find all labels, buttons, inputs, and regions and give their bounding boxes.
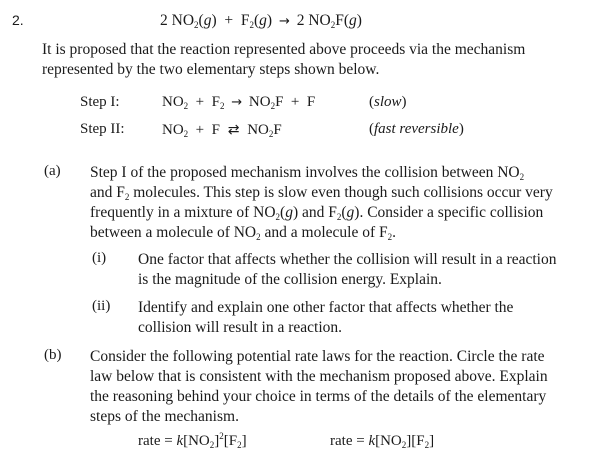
plus-sign: + [224,12,234,29]
text-line: law below that is consistent with the mechanism proposed above. Explain [90,368,548,385]
formula: F [306,94,316,110]
overall-reaction-equation: 2 $NO_2(g) + F_2(g) \to 2$ $NO_2F(g)$ [160,12,362,30]
part-b-label: (b) [44,347,62,363]
subpart-ii-text [138,298,513,338]
part-a-text [90,163,553,243]
subscript: 2 [194,20,199,30]
step-2-label: Step II: [80,121,125,137]
step-1-label: Step I: [80,94,120,110]
intro-line: represented by the two elementary steps shown below. [42,61,380,78]
formula: F [211,94,220,110]
formula: F [275,94,284,110]
part-b-text [90,347,548,427]
step-2-rate-note: (fast reversible) [369,121,464,137]
step-1-rate-note: (slow) [369,94,407,110]
text-line: and $F_2$ molecules. This step is slow even though such collisions occur very [90,184,553,202]
text-line: Consider the following potential rate laws for the reaction. Circle the rate [90,348,545,365]
formula: F [240,12,250,29]
subpart-i-label: (i) [92,250,107,266]
subpart-ii-label: (ii) [92,298,111,314]
coefficient: 2 [160,12,168,29]
reaction-arrow-icon: → [278,14,290,29]
subpart-i-text [138,250,557,290]
formula: NO [162,94,184,110]
rate-law-option-1[interactable]: rate = $k[NO_2]^2[F_2]$ [138,431,247,450]
subscript: 2 [183,129,189,139]
text-line: Step I of the proposed mechanism involves the collision between $NO_2$ [90,164,525,182]
subscript: 2 [219,101,225,111]
text-line: the reasoning behind your choice in terms of the details of the elementary [90,388,547,405]
text-line: between a molecule of $NO_2$ and a molecule of $F_2$. [90,224,396,242]
intro-line: It is proposed that the reaction represented above proceeds via the mechanism [42,41,526,58]
formula: NO [308,12,331,29]
equilibrium-arrow-icon: ⇄ [227,122,240,138]
state-symbol: g [349,12,357,29]
subscript: 2 [268,129,274,139]
rate-law-option-2[interactable]: rate = $k[NO_2][F_2]$ [330,433,435,450]
formula: NO [171,12,195,29]
formula: NO [162,122,184,138]
step-2-equation [162,122,282,139]
subscript: 2 [330,20,336,30]
reaction-arrow-icon: → [231,95,243,110]
question-intro [42,40,525,80]
plus-sign: + [195,94,205,110]
step-1-equation [162,94,315,111]
text-line: collision will result in a reaction. [138,319,343,336]
text-line: One factor that affects whether the collision will result in a reaction [138,251,557,268]
formula: NO [248,94,271,110]
text-line: steps of the mechanism. [90,408,239,425]
subscript: 2 [183,101,189,111]
formula: NO [247,122,269,138]
text-line: is the magnitude of the collision energy. Explain. [138,271,442,288]
formula: F [335,12,344,29]
formula: F [211,122,220,138]
part-a-label: (a) [44,163,61,179]
state-symbol: g [259,12,267,29]
subscript: 2 [249,20,254,30]
formula: F [273,122,282,138]
plus-sign: + [195,122,205,138]
plus-sign: + [290,94,300,110]
subscript: 2 [270,101,276,111]
text-line: Identify and explain one other factor that affects whether the [138,299,514,316]
state-symbol: g [203,12,212,29]
text-line: frequently in a mixture of $NO_2(g)$ and $F_2(g)$. Consider a specific collision [90,204,544,222]
coefficient: 2 [296,12,305,29]
question-number: 2. [12,12,24,28]
